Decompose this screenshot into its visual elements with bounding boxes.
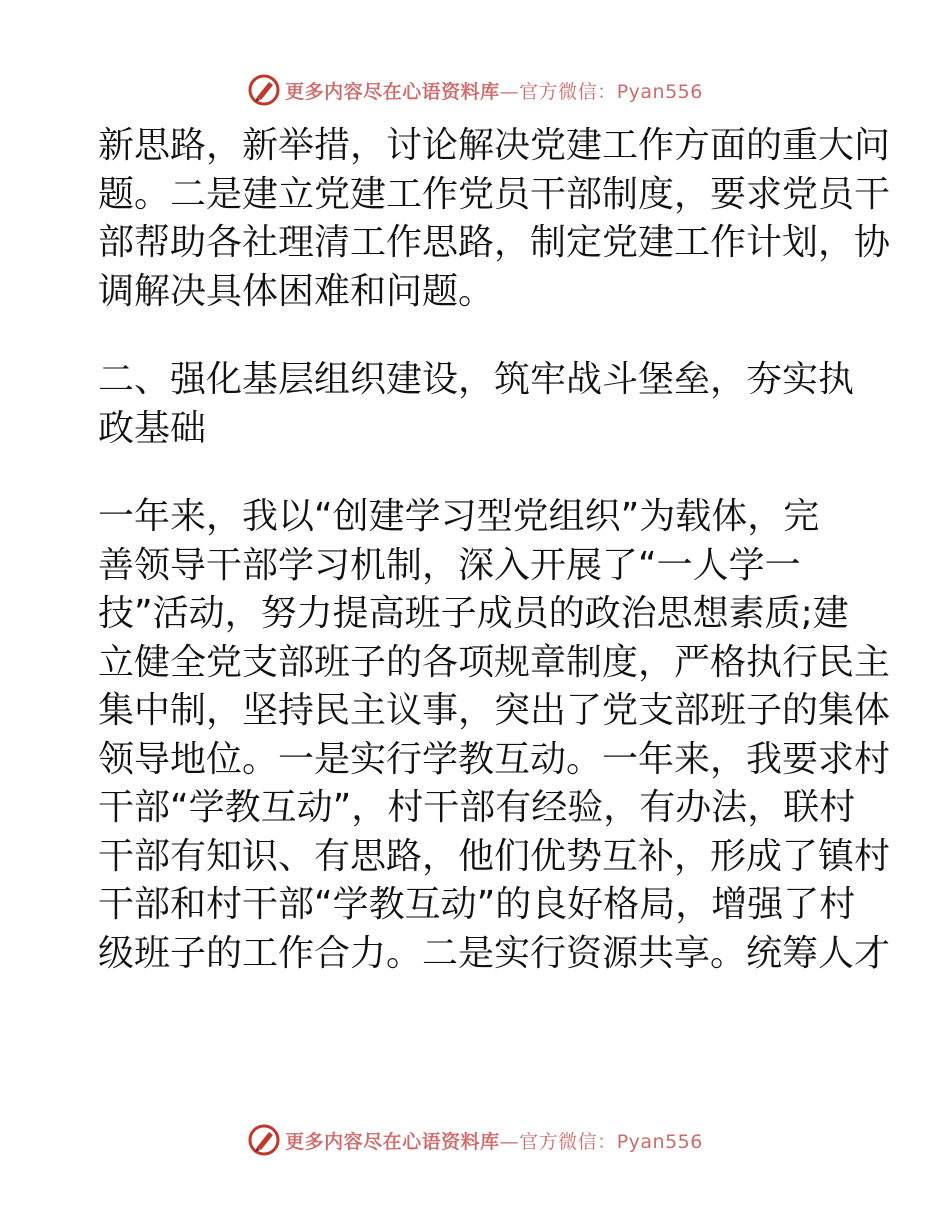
text-line: 新思路，新举措，讨论解决党建工作方面的重大问 bbox=[98, 125, 891, 166]
footer-contact-label: 官方微信： bbox=[519, 1130, 617, 1153]
text-line: 集中制，坚持民主议事，突出了党支部班子的集体 bbox=[98, 690, 891, 731]
section-heading bbox=[98, 356, 858, 453]
footer-watermark bbox=[0, 1120, 950, 1160]
text-line: 级班子的工作合力。二是实行资源共享。统筹人才 bbox=[98, 932, 891, 974]
text-line: 领导地位。一是实行学教互动。一年来，我要求村 bbox=[98, 738, 891, 780]
header-brand: 更多内容尽在心语资料库 bbox=[285, 80, 500, 103]
header-watermark bbox=[0, 70, 950, 110]
header-dash: — bbox=[499, 80, 520, 103]
text-line: 调解决具体困难和问题。 bbox=[98, 270, 495, 312]
footer-contact-id: Pyan556 bbox=[616, 1130, 703, 1153]
text-line: 技”活动，努力提高班子成员的政治思想素质;建 bbox=[98, 593, 849, 634]
pen-logo-icon bbox=[247, 1123, 281, 1157]
text-line: 干部“学教互动”，村干部有经验，有办法，联村 bbox=[98, 787, 856, 828]
text-line: 立健全党支部班子的各项规章制度，严格执行民主 bbox=[98, 641, 891, 683]
heading-line: 政基础 bbox=[98, 407, 207, 449]
text-line: 干部有知识、有思路，他们优势互补，形成了镇村 bbox=[98, 835, 891, 877]
text-line: 善领导干部学习机制，深入开展了“一人学一 bbox=[98, 544, 801, 586]
paragraph-1 bbox=[98, 122, 891, 316]
text-line: 部帮助各社理清工作思路，制定党建工作计划，协 bbox=[98, 222, 891, 263]
footer-brand: 更多内容尽在心语资料库 bbox=[285, 1130, 500, 1153]
heading-line: 二、强化基层组织建设，筑牢战斗堡垒，夯实执 bbox=[98, 359, 855, 400]
pen-logo-icon bbox=[247, 73, 281, 107]
footer-dash: — bbox=[499, 1130, 520, 1153]
text-line: 干部和村干部“学教互动”的良好格局，增强了村 bbox=[98, 884, 856, 925]
header-contact-label: 官方微信： bbox=[519, 80, 617, 103]
document-body bbox=[98, 122, 891, 978]
paragraph-2 bbox=[98, 493, 891, 978]
text-line: 题。二是建立党建工作党员干部制度，要求党员干 bbox=[98, 173, 891, 215]
text-line: 一年来，我以“创建学习型党组织”为载体，完 bbox=[98, 496, 820, 537]
header-contact-id: Pyan556 bbox=[616, 80, 703, 103]
